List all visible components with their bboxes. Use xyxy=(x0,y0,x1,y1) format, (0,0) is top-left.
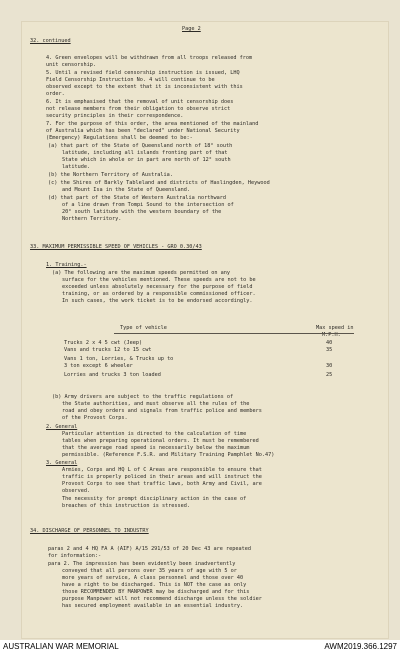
text-line: latitude, including all islands fronting part of that xyxy=(62,150,228,156)
text-line: unit censorship. xyxy=(46,62,96,68)
text-line: of a line drawn from Tompi Sound to the intersection of xyxy=(62,202,234,208)
text-line: Max speed in xyxy=(316,325,354,331)
text-line: 4. Green envelopes will be withdrawn from all troops released from xyxy=(46,55,253,61)
text-line: In such cases, the work ticket is to be endorsed accordingly. xyxy=(62,298,253,304)
text-line: 35 xyxy=(326,347,333,353)
text-line: 20° south latitude with the western boundary of the xyxy=(62,209,222,215)
text-line: and Mount Isa in the State of Queensland. xyxy=(62,187,191,193)
text-line: Trucks 2 x 4 5 cwt (Jeep) xyxy=(64,340,143,346)
footer-bar xyxy=(0,640,400,653)
text-line: Particular attention is directed to the calculation of time xyxy=(62,431,247,437)
text-line: (b) Army drivers are subject to the traffic regulations of xyxy=(52,394,234,400)
text-line: The necessity for prompt disciplinary action in the case of xyxy=(62,496,247,502)
section-heading: 1. Training.- xyxy=(46,262,87,268)
text-line: for information:- xyxy=(48,553,102,559)
section-heading: 33. MAXIMUM PERMISSIBLE SPEED OF VEHICLES - GRO 0.30/43 xyxy=(30,244,202,250)
text-line: exceeded unless absolutely necessary for the purpose of field xyxy=(62,284,253,290)
text-line: that the average road speed is necessarily below the maximum xyxy=(62,445,250,451)
text-line: 6. It is emphasised that the removal of unit censorship does xyxy=(46,99,234,105)
text-line: have a right to be discharged. This is NOT the case as only xyxy=(62,582,247,588)
text-line: 3 ton except 6 wheeler xyxy=(64,363,133,369)
text-line: conveyed that all persons over 35 years of age with 5 or xyxy=(62,568,237,574)
text-line: Type of vehicle xyxy=(120,325,167,331)
text-line: training, or as ordered by a responsible commissioned officer. xyxy=(62,291,256,297)
text-line: of Australia which has been "declared" under National Security xyxy=(46,128,240,134)
text-line: 40 xyxy=(326,340,333,346)
text-line: purpose Manpower will not recommend discharge unless the soldier xyxy=(62,596,262,602)
text-line: has secured employment available in an essential industry. xyxy=(62,603,244,609)
text-line: (b) the Northern Territory of Australia. xyxy=(48,172,173,178)
text-line: Vans 1 ton, Lorries, & Trucks up to xyxy=(64,356,174,362)
text-line: latitude. xyxy=(62,164,91,170)
text-line: security principles in their correspondence. xyxy=(46,113,184,119)
text-line: 30 xyxy=(326,363,333,369)
section-heading: 34. DISCHARGE OF PERSONNEL TO INDUSTRY xyxy=(30,528,149,534)
text-line: Northern Territory. xyxy=(62,216,122,222)
text-line: the State authorities, and must observe all the rules of the xyxy=(62,401,250,407)
table-header-rule xyxy=(114,333,354,334)
text-line: 5. Until a revised field censorship instruction is issued, LHQ xyxy=(46,70,240,76)
text-line: order. xyxy=(46,91,65,97)
text-line: (c) the Shires of Barkly Tableland and districts of Haslingden, Heywood xyxy=(48,180,270,186)
text-line: observed. xyxy=(62,488,91,494)
text-line: those RECOMMENDED BY MANPOWER may be discharged and for this xyxy=(62,589,250,595)
text-line: Vans and trucks 12 to 15 cwt xyxy=(64,347,152,353)
footer-institution: AUSTRALIAN WAR MEMORIAL xyxy=(3,642,119,651)
text-line: observed except to the extent that it is inconsistent with this xyxy=(46,84,243,90)
text-line: 25 xyxy=(326,372,333,378)
text-line: 7. For the purpose of this order, the area mentioned of the mainland xyxy=(46,121,259,127)
text-line: permissible. (Reference F.S.R. and Military Training Pamphlet No.47) xyxy=(62,452,275,458)
text-line: (a) The following are the maximum speeds permitted on any xyxy=(52,270,231,276)
text-line: more years of service, A class personnel and those over 40 xyxy=(62,575,244,581)
text-line: paras 2 and 4 HQ FA A (AIF) A/15 291/53 of 20 Dec 43 are repeated xyxy=(48,546,252,552)
section-heading: 2. General xyxy=(46,424,78,430)
text-line: breaches of this instruction is stressed. xyxy=(62,503,191,509)
text-line: road and obey orders and signals from traffic police and members xyxy=(62,408,262,414)
page-number: Page 2 xyxy=(182,26,201,32)
text-line: of the Provost Corps. xyxy=(62,415,128,421)
text-line: not release members from their obligation to observe strict xyxy=(46,106,231,112)
text-line: Field Censorship Instruction No. 4 will continue to be xyxy=(46,77,215,83)
text-line: surface for the vehicles mentioned. These speeds are not to be xyxy=(62,277,256,283)
text-line: Provost Corps to see that traffic laws, both Army and Civil, are xyxy=(62,481,262,487)
text-line: Lorries and trucks 3 ton loaded xyxy=(64,372,161,378)
section-heading: 3. General xyxy=(46,460,78,466)
text-line: (a) that part of the State of Queensland north of 18° south xyxy=(48,143,233,149)
footer-accession-number: AWM2019.366.1297 xyxy=(324,642,397,651)
text-line: tables when preparing operational orders. It must be remembered xyxy=(62,438,259,444)
text-line: M.P.H. xyxy=(322,332,341,338)
text-line: Armies, Corps and HQ L of C Areas are responsible to ensure that xyxy=(62,467,262,473)
text-line: traffic is properly policed in their areas and will instruct the xyxy=(62,474,262,480)
text-line: para 2. The impression has been evidently been inadvertently xyxy=(48,561,236,567)
text-line: State which in whole or in part are north of 12° south xyxy=(62,157,231,163)
text-line: (d) that part of the State of Western Australia northward xyxy=(48,195,227,201)
text-line: (Emergency) Regulations shall be deemed to be:- xyxy=(46,135,193,141)
section-heading: 32. continued xyxy=(30,38,71,44)
